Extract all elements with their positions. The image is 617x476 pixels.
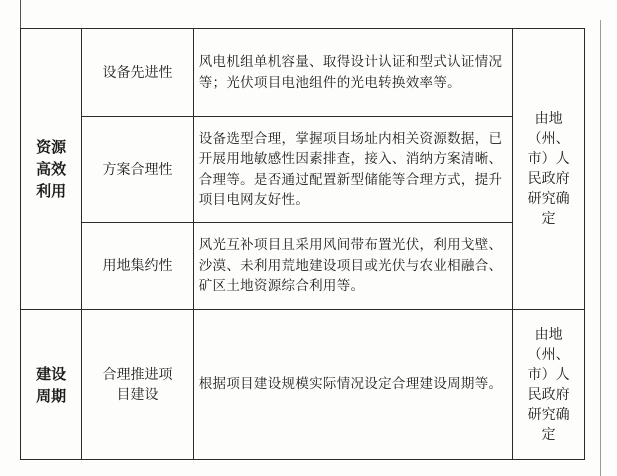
item-cell bbox=[82, 117, 193, 223]
content-cell bbox=[193, 223, 512, 310]
content-text: 设备选型合理，掌握项目场址内相关资源数据，已开展用地敏感性因素排查，接入、消纳方案清晰、合理等。是否通过配置新型储能等合理方式，提升项目电网友好性。 bbox=[198, 130, 503, 208]
table-border-top-fragment bbox=[20, 0, 21, 28]
content-cell bbox=[193, 310, 512, 460]
item-label: 用地集约性 bbox=[102, 258, 173, 274]
item-cell bbox=[82, 223, 193, 310]
item-cell bbox=[82, 310, 193, 460]
item-label: 方案合理性 bbox=[102, 161, 173, 178]
category-label: 建设周期 bbox=[36, 364, 67, 405]
content-cell bbox=[193, 117, 512, 223]
page-edge-line bbox=[600, 20, 601, 476]
item-label: 合理推进项目建设 bbox=[102, 366, 173, 403]
scoring-criteria-table bbox=[20, 28, 585, 460]
content-text: 风电机组单机容量、取得设计认证和型式认证情况等；光伏项目电池组件的光电转换效率等。 bbox=[198, 54, 503, 91]
table-row bbox=[21, 29, 585, 117]
table-row bbox=[21, 310, 585, 460]
determiner-cell bbox=[513, 310, 585, 460]
category-label: 资源高效利用 bbox=[36, 138, 67, 200]
content-text: 根据项目建设规模实际情况设定合理建设周期等。 bbox=[198, 376, 503, 393]
content-text: 风光互补项目且采用风间带布置光伏，利用戈壁、沙漠、未利用荒地建设项目或光伏与农业相融合、矿区土地资源综合利用等。 bbox=[198, 237, 503, 295]
determiner-label: 由地（州、市）人民政府研究确定 bbox=[527, 111, 570, 227]
category-cell-period bbox=[21, 310, 82, 460]
item-label: 设备先进性 bbox=[102, 64, 173, 81]
item-cell bbox=[82, 29, 193, 117]
determiner-cell bbox=[513, 29, 585, 310]
category-cell-resource bbox=[21, 29, 82, 310]
determiner-label: 由地（州、市）人民政府研究确定 bbox=[527, 326, 570, 443]
content-cell bbox=[193, 29, 512, 117]
table-row bbox=[21, 223, 585, 310]
table-row bbox=[21, 117, 585, 223]
